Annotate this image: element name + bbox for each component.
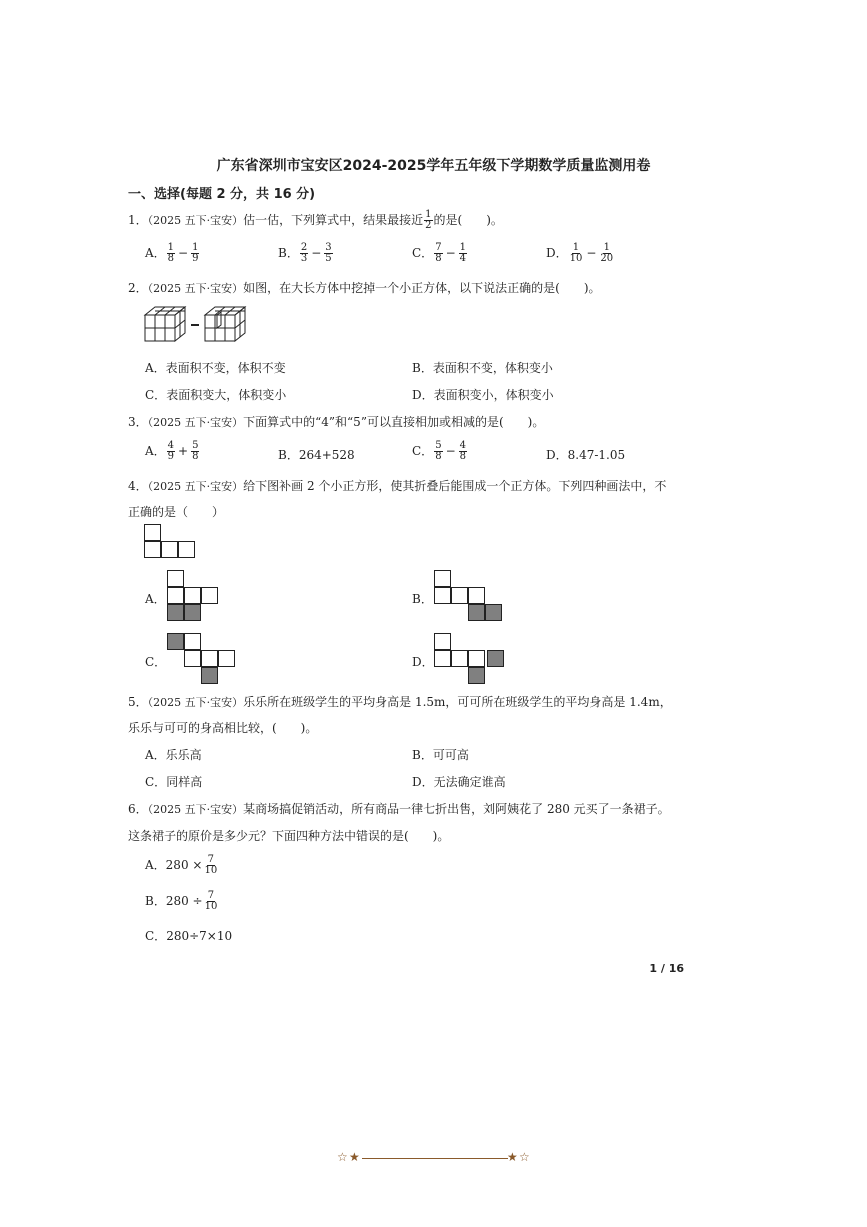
page-title: 广东省深圳市宝安区2024-2025学年五年级下学期数学质量监测用卷 [216,158,651,174]
q4-option-b-label[interactable]: B． [412,592,433,606]
q2-option-a[interactable]: A．表面积不变，体积不变 [145,361,286,375]
question-4-line2: 正确的是（ ） [128,505,225,519]
q2-option-d[interactable]: D．表面积变小，体积变小 [412,388,554,402]
q2-option-b[interactable]: B．表面积不变，体积变小 [412,361,553,375]
q4-option-a-label[interactable]: A． [145,592,166,606]
question-2: 2．（2025 五下·宝安）如图，在大长方体中挖掉一个小正方体，以下说法正确的是( )。 [128,281,601,295]
question-text: 估一估，下列算式中，结果最接近 [243,213,424,227]
star-icon: ☆ [519,1150,530,1164]
question-6: 6．（2025 五下·宝安）某商场搞促销活动，所有商品一律七折出售，刘阿姨花了 280 元买了一条裙子。 [128,802,670,816]
q3-option-a[interactable]: A． $\frac{4}{9}$ + $\frac{5}{8}$ [145,440,199,462]
q1-option-c[interactable]: C． $\frac{7}{8}$ − $\frac{1}{4}$ [412,242,466,264]
q5-option-a[interactable]: A．乐乐高 [145,748,202,762]
question-6-line2: 这条裙子的原价是多少元？下面四种方法中错误的是( )。 [128,829,450,843]
q6-option-c[interactable]: C．280÷7×10 [145,929,233,943]
question-3: 3．（2025 五下·宝安）下面算式中的“4”和“5”可以直接相加或相减的是( )。 [128,415,545,429]
q4-option-c-label[interactable]: C． [145,655,167,669]
footer-divider [362,1158,508,1159]
page-number: 1 / 16 [649,962,684,975]
section-heading: 一、选择(每题 2 分，共 16 分) [128,187,316,202]
q1-option-a[interactable]: A． $\frac{1}{8}$ − $\frac{1}{9}$ [145,242,199,264]
q1-option-d[interactable]: D． $\frac{1}{10}$ − $\frac{1}{20}$ [546,242,614,264]
q2-option-c[interactable]: C．表面积变大，体积变小 [145,388,287,402]
star-icon: ★ [507,1150,518,1164]
q3-option-c[interactable]: C． $\frac{5}{8}$ − $\frac{4}{8}$ [412,440,466,462]
q5-option-c[interactable]: C．同样高 [145,775,203,789]
q4-option-d-label[interactable]: D． [412,655,434,669]
fraction: $\frac{1}{2}$ [425,209,432,231]
question-text: 的是( )。 [433,213,503,227]
question-number: 1． [128,213,148,227]
q3-option-d[interactable]: D．8.47-1.05 [546,448,626,462]
q6-option-b[interactable]: B．280 ÷ $\frac{7}{10}$ [145,890,218,912]
q3-option-b[interactable]: B．264+528 [278,448,355,462]
star-icon: ☆ [337,1150,348,1164]
question-source: （2025 五下·宝安） [147,214,244,227]
question-5: 5．（2025 五下·宝安）乐乐所在班级学生的平均身高是 1.5m，可可所在班级学生的平均身高是 1.4m， [128,695,672,709]
q5-option-b[interactable]: B．可可高 [412,748,469,762]
question-1 [128,210,503,231]
q1-option-b[interactable]: B． $\frac{2}{3}$ − $\frac{3}{5}$ [278,242,332,264]
q5-option-d[interactable]: D．无法确定谁高 [412,775,506,789]
question-5-line2: 乐乐与可可的身高相比较，( )。 [128,721,318,735]
star-icon: ★ [349,1150,360,1164]
question-4: 4．（2025 五下·宝安）给下图补画 2 个小正方形，使其折叠后能围成一个正方体。下列四种画法中，不 [128,479,667,493]
q6-option-a[interactable]: A．280 × $\frac{7}{10}$ [145,854,218,876]
cuboid-figure [143,305,249,345]
